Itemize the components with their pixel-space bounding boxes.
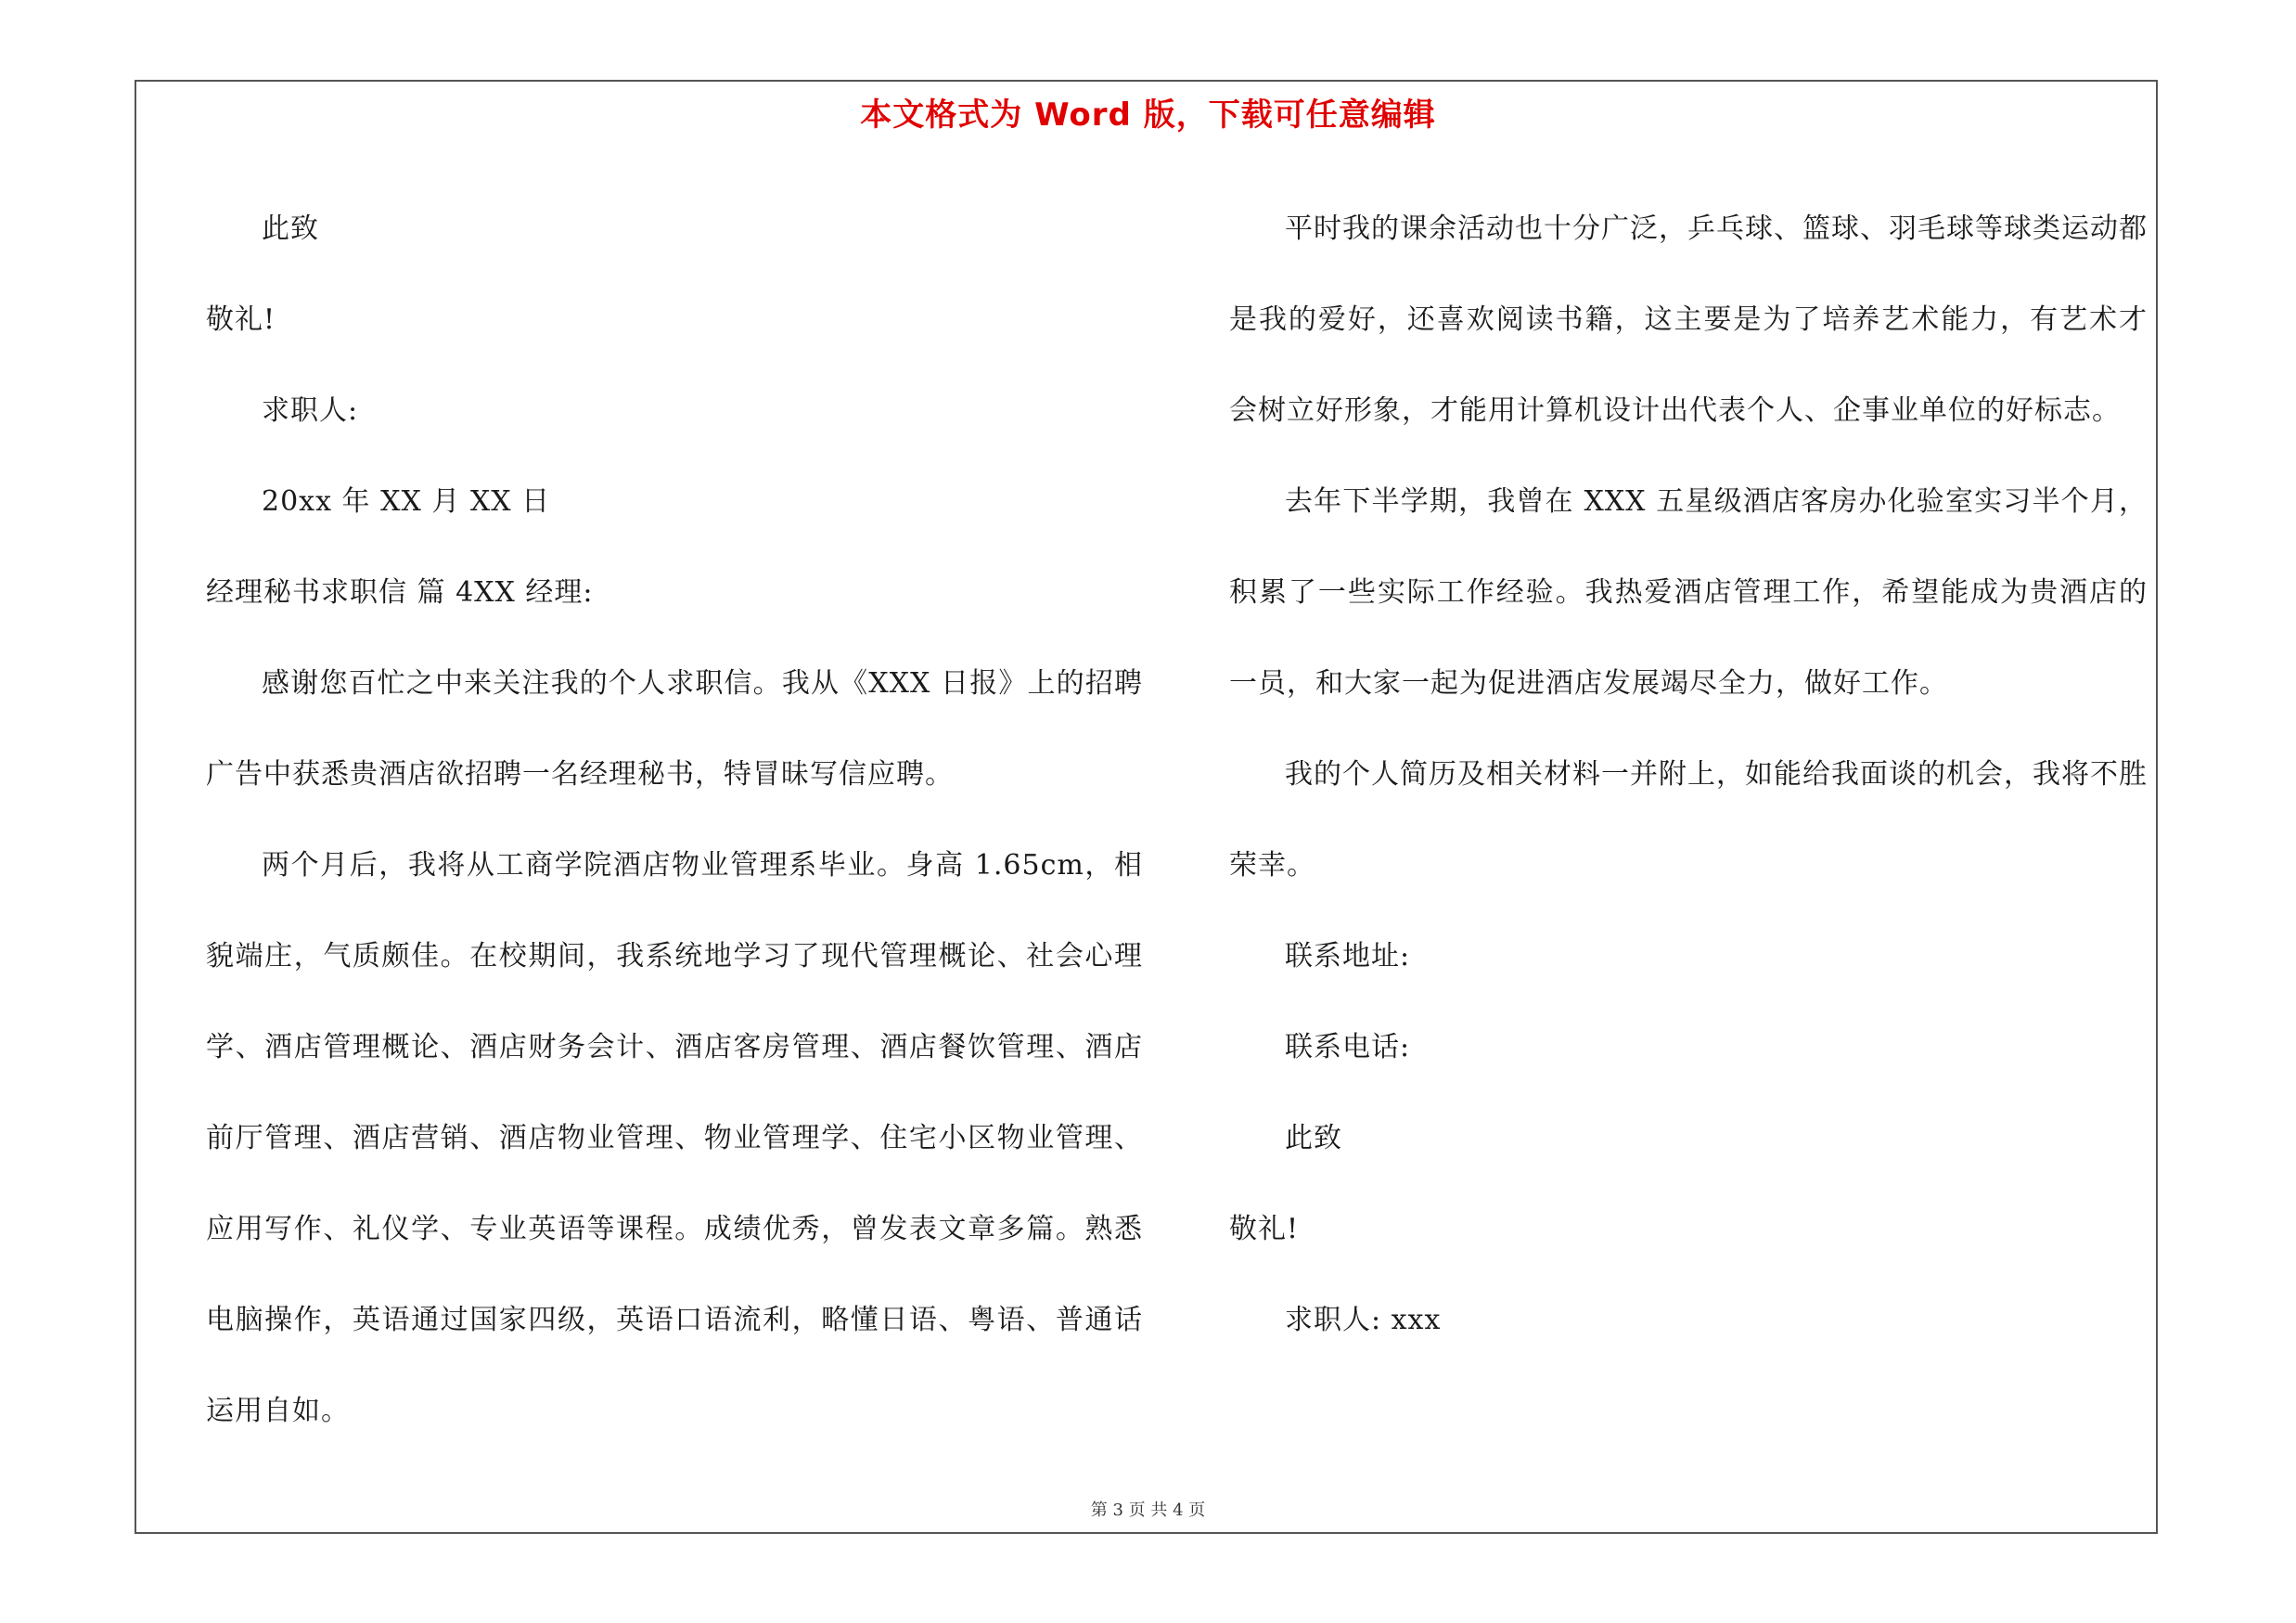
paragraph: 此致 xyxy=(1285,1122,1342,1154)
paragraph: 平时我的课余活动也十分广泛，乒乓球、篮球、羽毛球等球类运动都是我的爱好，还喜欢阅读书籍，这主要是为了培养艺术能力，有艺术才会树立好形象，才能用计算机设计出代表个人、企事业单位的好标志。 xyxy=(1229,213,2148,427)
paragraph: 两个月后，我将从工商学院酒店物业管理系毕业。身高 1.65cm，相貌端庄，气质颇佳。在校期间，我系统地学习了现代管理概论、社会心理学、酒店管理概论、酒店财务会计、酒店客房管理、酒店餐饮管理、酒店前厅管理、酒店营销、酒店物业管理、物业管理学、住宅小区物业管理、应用写作、礼仪学、专业英语等课程。成绩优秀，曾发表文章多篇。熟悉电脑操作，英语通过国家四级，英语口语流利，略懂日语、粤语、普通话运用自如。 xyxy=(206,849,1143,1427)
paragraph: 经理秘书求职信 篇 4XX 经理: xyxy=(206,576,594,609)
format-banner: 本文格式为 Word 版，下载可任意编辑 xyxy=(860,97,1436,134)
paragraph: 此致 xyxy=(262,213,319,245)
paragraph: 去年下半学期，我曾在 XXX 五星级酒店客房办化验室实习半个月，积累了一些实际工作经验。我热爱酒店管理工作，希望能成为贵酒店的一员，和大家一起为促进酒店发展竭尽全力，做好工作。 xyxy=(1229,485,2148,700)
paragraph: 20xx 年 XX 月 XX 日 xyxy=(262,485,551,518)
paragraph: 联系地址: xyxy=(1285,940,1411,973)
paragraph: 求职人: xyxy=(262,394,359,427)
paragraph: 求职人: xxx xyxy=(1285,1304,1442,1336)
paragraph: 我的个人简历及相关材料一并附上，如能给我面谈的机会，我将不胜荣幸。 xyxy=(1229,758,2148,882)
right-column xyxy=(1229,184,2148,1366)
paragraph: 敬礼! xyxy=(1229,1213,1300,1245)
left-column xyxy=(206,184,1143,1457)
paragraph: 敬礼! xyxy=(206,303,276,336)
paragraph: 联系电话: xyxy=(1285,1031,1411,1063)
page-number: 第 3 页 共 4 页 xyxy=(1090,1501,1206,1520)
paragraph: 感谢您百忙之中来关注我的个人求职信。我从《XXX 日报》上的招聘广告中获悉贵酒店欲招聘一名经理秘书，特冒昧写信应聘。 xyxy=(206,667,1143,791)
